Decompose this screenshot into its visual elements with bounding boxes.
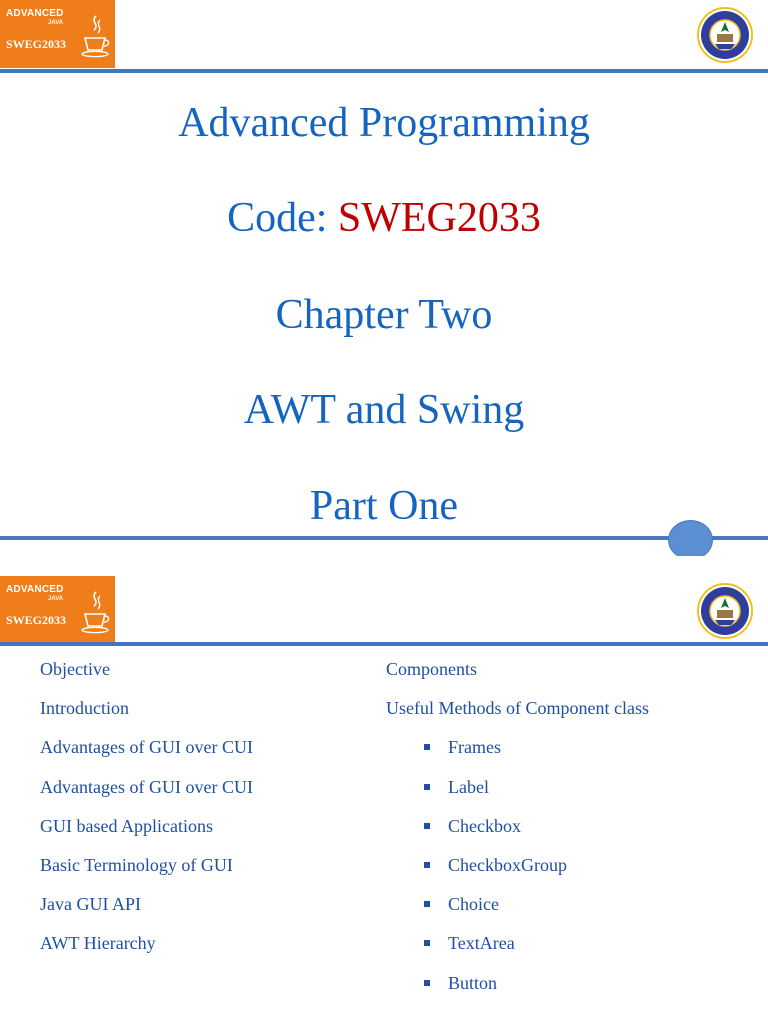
outline-item: AWT Hierarchy xyxy=(40,933,156,954)
outline-item: Useful Methods of Component class xyxy=(386,698,649,719)
outline-subitem-label: Label xyxy=(448,776,489,797)
outline-item: Advantages of GUI over CUI xyxy=(40,776,253,797)
square-bullet-icon xyxy=(424,980,430,986)
outline-subitem-label: Frames xyxy=(448,737,501,758)
header-divider xyxy=(0,642,768,646)
badge-code-text: SWEG2033 xyxy=(6,613,67,627)
outline-item: Objective xyxy=(40,659,110,679)
outline-item: Java GUI API xyxy=(40,894,141,915)
course-badge xyxy=(0,0,115,68)
badge-advanced-text: ADVANCED xyxy=(6,584,64,595)
square-bullet-icon xyxy=(424,823,430,829)
outline-subitem xyxy=(386,972,649,1011)
outline-item: Basic Terminology of GUI xyxy=(40,854,233,875)
badge-advanced-text: ADVANCED xyxy=(6,8,64,19)
outline-subitem-label: CheckboxGroup xyxy=(448,854,567,875)
square-bullet-icon xyxy=(424,744,430,750)
badge-code-text: SWEG2033 xyxy=(6,37,67,51)
badge-java-text: JAVA xyxy=(48,596,64,602)
outline-subitem xyxy=(386,854,649,893)
header-divider xyxy=(0,69,768,73)
square-bullet-icon xyxy=(424,862,430,868)
outline-subitem-label: TextArea xyxy=(448,933,515,954)
square-bullet-icon xyxy=(424,784,430,790)
outline-item: GUI based Applications xyxy=(40,815,213,836)
outline-subitem xyxy=(386,736,649,775)
outline-subitem-label: Button xyxy=(448,972,498,993)
square-bullet-icon xyxy=(424,940,430,946)
outline-subitem xyxy=(386,893,649,932)
slide-gap xyxy=(0,556,768,572)
java-cup-icon xyxy=(80,14,110,60)
course-code-label: Code: xyxy=(227,195,338,241)
decorative-circle xyxy=(668,520,713,560)
outline-item: Components xyxy=(386,659,478,679)
java-cup-icon xyxy=(80,590,110,636)
topic-title: AWT and Swing xyxy=(243,387,525,433)
outline-subitem xyxy=(386,776,649,815)
outline-right-column xyxy=(386,658,649,1011)
course-code-value: SWEG2033 xyxy=(337,195,541,241)
outline-left-column xyxy=(40,658,253,972)
square-bullet-icon xyxy=(424,901,430,907)
outline-item: Advantages of GUI over CUI xyxy=(40,737,253,758)
outline-subitem-label: Checkbox xyxy=(448,815,521,836)
badge-java-text: JAVA xyxy=(48,20,64,26)
footer-divider xyxy=(0,536,768,540)
chapter-title: Chapter Two xyxy=(275,292,493,338)
outline-subitem xyxy=(386,815,649,854)
course-badge xyxy=(0,576,115,644)
outline-item: Introduction xyxy=(40,698,129,719)
university-seal-icon xyxy=(696,582,754,640)
course-code-line xyxy=(0,193,768,243)
outline-subitem-label: Choice xyxy=(448,894,499,915)
course-title: Advanced Programming xyxy=(178,100,590,146)
university-seal-icon xyxy=(696,6,754,64)
outline-subitem xyxy=(386,932,649,971)
part-title: Part One xyxy=(309,483,459,529)
outline-slide xyxy=(0,572,768,1024)
